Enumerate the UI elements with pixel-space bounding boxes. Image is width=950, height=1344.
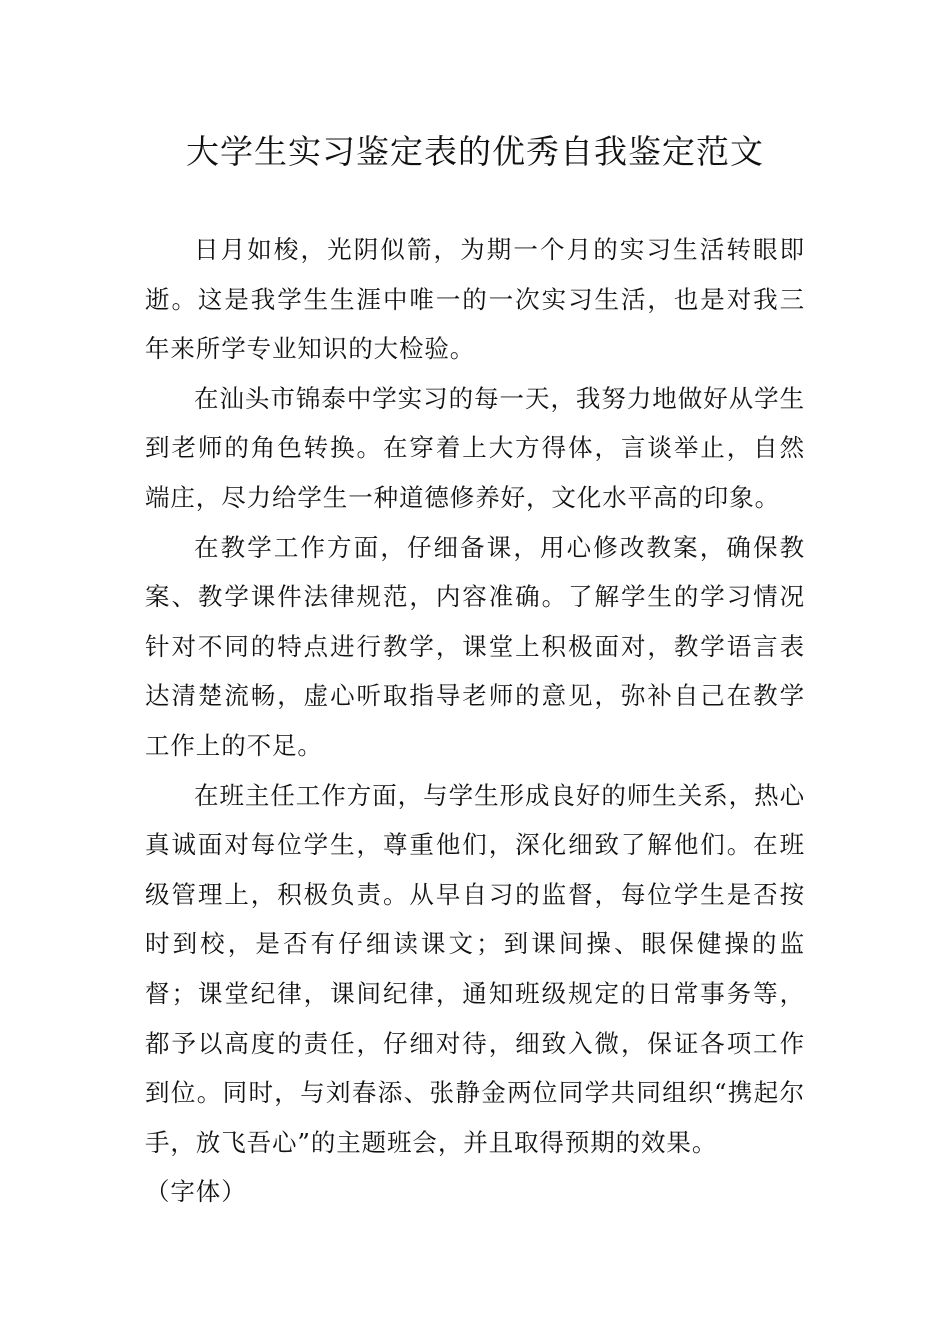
- document-body: [145, 225, 805, 1217]
- document-title: 大学生实习鉴定表的优秀自我鉴定范文: [186, 132, 764, 171]
- font-note: （字体）: [145, 1177, 247, 1207]
- paragraph-1: 日月如梭，光阴似箭，为期一个月的实习生活转眼即逝。这是我学生生涯中唯一的一次实习生活，也是对我三年来所学专业知识的大检验。: [145, 235, 805, 364]
- paragraph-2: 在汕头市锦泰中学实习的每一天，我努力地做好从学生到老师的角色转换。在穿着上大方得体，言谈举止，自然端庄，尽力给学生一种道德修养好，文化水平高的印象。: [145, 383, 805, 512]
- paragraph-3: 在教学工作方面，仔细备课，用心修改教案，确保教案、教学课件法律规范，内容准确。了解学生的学习情况针对不同的特点进行教学，课堂上积极面对，教学语言表达清楚流畅，虚心听取指导老师的意见，弥补自己在教学工作上的不足。: [145, 532, 805, 760]
- paragraph-4: 在班主任工作方面，与学生形成良好的师生关系，热心真诚面对每位学生，尊重他们，深化细致了解他们。在班级管理上，积极负责。从早自习的监督，每位学生是否按时到校，是否有仔细读课文；到课间操、眼保健操的监督；课堂纪律，课间纪律，通知班级规定的日常事务等，都予以高度的责任，仔细对待，细致入微，保证各项工作到位。同时，与刘春添、张静金两位同学共同组织“携起尔手，放飞吾心”的主题班会，并且取得预期的效果。: [145, 780, 805, 1157]
